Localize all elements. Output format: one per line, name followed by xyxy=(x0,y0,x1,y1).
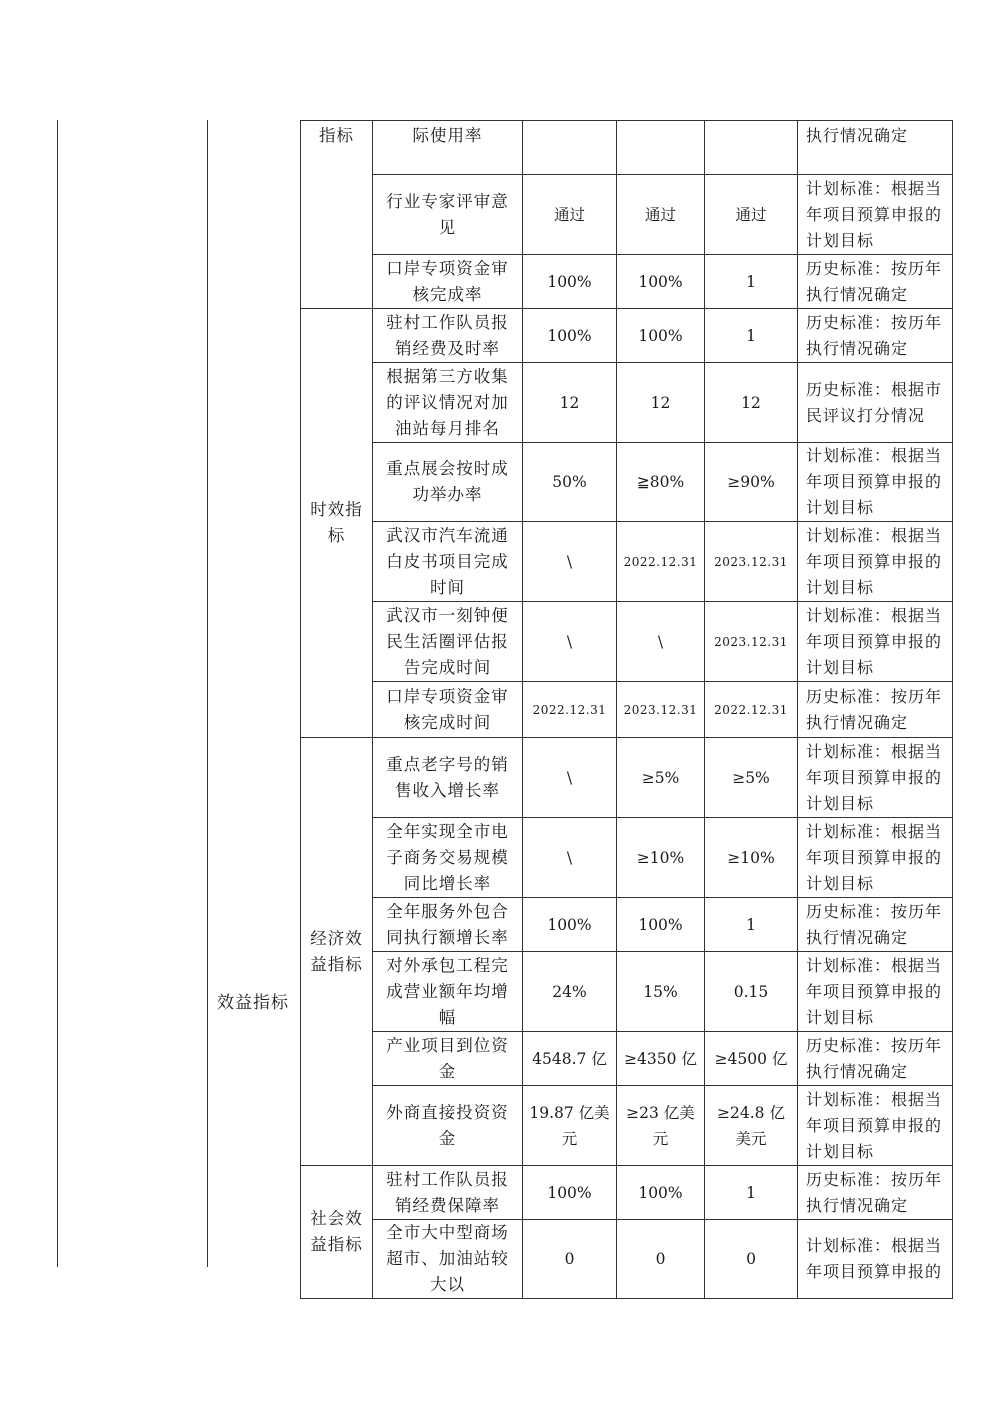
value-cell: 通过 xyxy=(705,175,798,255)
value-cell xyxy=(523,121,617,175)
value-cell: 100% xyxy=(617,1166,705,1220)
indicator-name: 口岸专项资金审核完成率 xyxy=(373,255,523,309)
table-row xyxy=(301,363,953,443)
value-cell: 100% xyxy=(617,309,705,363)
value-cell: 0 xyxy=(523,1220,617,1299)
table-row xyxy=(301,309,953,363)
table-row xyxy=(301,443,953,522)
value-cell: 4548.7 亿 xyxy=(523,1032,617,1086)
standard-cell: 执行情况确定 xyxy=(798,121,953,175)
standard-cell: 计划标准：根据当年项目预算申报的计划目标 xyxy=(798,738,953,818)
value-cell: 12 xyxy=(523,363,617,443)
indicator-name: 口岸专项资金审核完成时间 xyxy=(373,682,523,738)
table-row xyxy=(301,602,953,682)
level1-label: 效益指标 xyxy=(217,993,289,1013)
indicator-name: 全年服务外包合同执行额增长率 xyxy=(373,898,523,952)
category-cell-top: 指标 xyxy=(301,121,373,309)
value-cell: 100% xyxy=(523,1166,617,1220)
table-row xyxy=(301,1220,953,1299)
table-row xyxy=(301,738,953,818)
indicator-name: 对外承包工程完成营业额年均增幅 xyxy=(373,952,523,1032)
value-cell: 100% xyxy=(617,898,705,952)
value-cell: 15% xyxy=(617,952,705,1032)
value-cell: 1 xyxy=(705,898,798,952)
indicator-name: 产业项目到位资金 xyxy=(373,1032,523,1086)
table-row xyxy=(301,682,953,738)
value-cell: 2022.12.31 xyxy=(523,682,617,738)
value-cell: ≥4350 亿 xyxy=(617,1032,705,1086)
value-cell: \ xyxy=(523,738,617,818)
indicator-name: 际使用率 xyxy=(373,121,523,175)
table-row xyxy=(301,522,953,602)
value-cell: \ xyxy=(523,602,617,682)
value-cell: ≥90% xyxy=(705,443,798,522)
value-cell: 2023.12.31 xyxy=(617,682,705,738)
value-cell: 2023.12.31 xyxy=(705,522,798,602)
table-row xyxy=(301,175,953,255)
indicator-name: 武汉市一刻钟便民生活圈评估报告完成时间 xyxy=(373,602,523,682)
table-row xyxy=(301,898,953,952)
value-cell: 0 xyxy=(705,1220,798,1299)
standard-cell: 历史标准：按历年执行情况确定 xyxy=(798,682,953,738)
standard-cell: 计划标准：根据当年项目预算申报的计划目标 xyxy=(798,1086,953,1166)
value-cell: ≥5% xyxy=(705,738,798,818)
value-cell: 100% xyxy=(617,255,705,309)
value-cell: 0 xyxy=(617,1220,705,1299)
indicator-name: 重点展会按时成功举办率 xyxy=(373,443,523,522)
table-row xyxy=(301,952,953,1032)
value-cell: 50% xyxy=(523,443,617,522)
value-cell xyxy=(705,121,798,175)
standard-cell: 历史标准：按历年执行情况确定 xyxy=(798,1166,953,1220)
value-cell: 0.15 xyxy=(705,952,798,1032)
value-cell: \ xyxy=(617,602,705,682)
category-cell-timeliness: 时效指标 xyxy=(301,309,373,738)
value-cell: 24% xyxy=(523,952,617,1032)
standard-cell: 历史标准：按历年执行情况确定 xyxy=(798,1032,953,1086)
indicator-table xyxy=(300,120,953,1299)
value-cell: 2023.12.31 xyxy=(705,602,798,682)
indicator-name: 根据第三方收集的评议情况对加油站每月排名 xyxy=(373,363,523,443)
table-row xyxy=(301,818,953,898)
indicator-name: 重点老字号的销售收入增长率 xyxy=(373,738,523,818)
value-cell: ≥23 亿美元 xyxy=(617,1086,705,1166)
value-cell: 19.87 亿美元 xyxy=(523,1086,617,1166)
indicator-name: 全市大中型商场超市、加油站较大以 xyxy=(373,1220,523,1299)
value-cell: 1 xyxy=(705,255,798,309)
value-cell: 12 xyxy=(617,363,705,443)
indicator-name: 外商直接投资资金 xyxy=(373,1086,523,1166)
standard-cell: 计划标准：根据当年项目预算申报的 xyxy=(798,1220,953,1299)
standard-cell: 计划标准：根据当年项目预算申报的计划目标 xyxy=(798,818,953,898)
standard-cell: 历史标准：根据市民评议打分情况 xyxy=(798,363,953,443)
value-cell xyxy=(617,121,705,175)
value-cell: ≥10% xyxy=(617,818,705,898)
standard-cell: 计划标准：根据当年项目预算申报的计划目标 xyxy=(798,443,953,522)
standard-cell: 历史标准：按历年执行情况确定 xyxy=(798,255,953,309)
value-cell: ≥10% xyxy=(705,818,798,898)
value-cell: ≧80% xyxy=(617,443,705,522)
value-cell: 通过 xyxy=(617,175,705,255)
value-cell: 2022.12.31 xyxy=(617,522,705,602)
value-cell: 2022.12.31 xyxy=(705,682,798,738)
standard-cell: 计划标准：根据当年项目预算申报的计划目标 xyxy=(798,602,953,682)
table-row xyxy=(301,1166,953,1220)
category-cell-social: 社会效益指标 xyxy=(301,1166,373,1299)
indicator-name: 全年实现全市电子商务交易规模同比增长率 xyxy=(373,818,523,898)
indicator-name: 行业专家评审意见 xyxy=(373,175,523,255)
indicator-name: 驻村工作队员报销经费及时率 xyxy=(373,309,523,363)
table-row xyxy=(301,255,953,309)
level1-divider xyxy=(207,120,208,1267)
value-cell: 1 xyxy=(705,309,798,363)
value-cell: 通过 xyxy=(523,175,617,255)
table-row xyxy=(301,1032,953,1086)
value-cell: ≥5% xyxy=(617,738,705,818)
indicator-name: 驻村工作队员报销经费保障率 xyxy=(373,1166,523,1220)
value-cell: 100% xyxy=(523,898,617,952)
table-row xyxy=(301,121,953,175)
standard-cell: 历史标准：按历年执行情况确定 xyxy=(798,898,953,952)
value-cell: 100% xyxy=(523,255,617,309)
standard-cell: 历史标准：按历年执行情况确定 xyxy=(798,309,953,363)
outer-left-border xyxy=(57,120,58,1267)
standard-cell: 计划标准：根据当年项目预算申报的计划目标 xyxy=(798,952,953,1032)
indicator-name: 武汉市汽车流通白皮书项目完成时间 xyxy=(373,522,523,602)
category-cell-economic: 经济效益指标 xyxy=(301,738,373,1166)
value-cell: ≥24.8 亿美元 xyxy=(705,1086,798,1166)
value-cell: 12 xyxy=(705,363,798,443)
standard-cell: 计划标准：根据当年项目预算申报的计划目标 xyxy=(798,175,953,255)
value-cell: ≥4500 亿 xyxy=(705,1032,798,1086)
table-row xyxy=(301,1086,953,1166)
value-cell: 100% xyxy=(523,309,617,363)
standard-cell: 计划标准：根据当年项目预算申报的计划目标 xyxy=(798,522,953,602)
value-cell: \ xyxy=(523,522,617,602)
value-cell: 1 xyxy=(705,1166,798,1220)
value-cell: \ xyxy=(523,818,617,898)
